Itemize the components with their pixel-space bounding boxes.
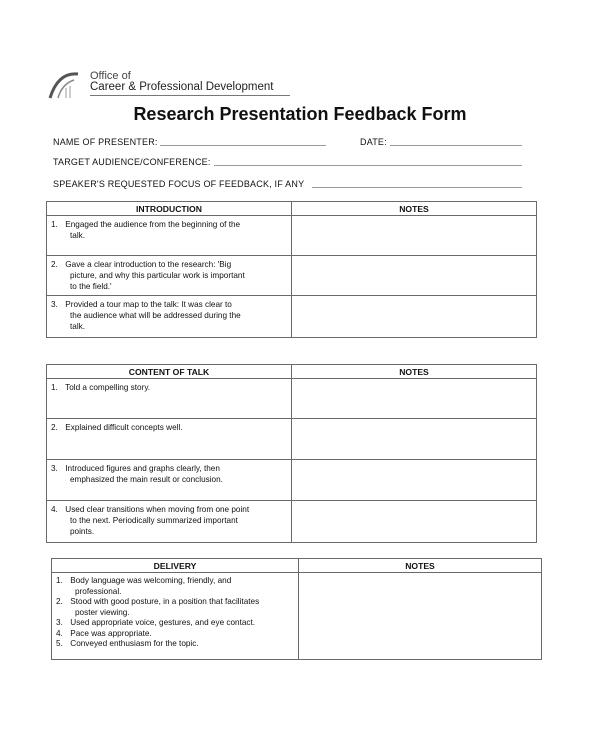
date-label: DATE: bbox=[360, 137, 387, 147]
logo-line-1: Office of bbox=[90, 70, 131, 82]
notes-cell[interactable] bbox=[292, 296, 537, 338]
date-input-line[interactable] bbox=[390, 145, 522, 146]
table-row bbox=[47, 296, 537, 338]
criterion-cell: 3. Introduced figures and graphs clearly, then emphasized the main result or conclusion. bbox=[47, 460, 292, 501]
criterion-cell: 2. Gave a clear introduction to the research: 'Big picture, and why this particular work is important to the field.' bbox=[47, 256, 292, 296]
list-item: 4. Pace was appropriate. bbox=[56, 628, 152, 638]
focus-input-line[interactable] bbox=[312, 187, 522, 188]
office-logo bbox=[48, 68, 308, 102]
table-row bbox=[47, 419, 537, 460]
presenter-input-line[interactable] bbox=[160, 145, 326, 146]
list-item: 5. Conveyed enthusiasm for the topic. bbox=[56, 639, 199, 648]
table-row bbox=[47, 501, 537, 543]
table-row bbox=[47, 379, 537, 419]
list-item: 2. Stood with good posture, in a position that facilitates poster viewing. bbox=[56, 597, 260, 617]
list-item: 1. Body language was welcoming, friendly, and professional. bbox=[56, 576, 232, 596]
introduction-table bbox=[46, 201, 537, 338]
notes-cell[interactable] bbox=[299, 573, 542, 660]
page-title: Research Presentation Feedback Form bbox=[133, 104, 467, 124]
notes-cell[interactable] bbox=[292, 216, 537, 256]
arch-logo-icon bbox=[48, 68, 88, 100]
notes-cell[interactable] bbox=[292, 256, 537, 296]
delivery-table bbox=[51, 558, 542, 660]
audience-label: TARGET AUDIENCE/CONFERENCE: bbox=[53, 157, 211, 167]
table-row bbox=[52, 573, 542, 660]
criterion-cell: 1. Told a compelling story. bbox=[47, 379, 292, 419]
criterion-cell: 3. Provided a tour map to the talk: It was clear to the audience what will be addressed during the talk. bbox=[47, 296, 292, 338]
table-row bbox=[47, 216, 537, 256]
criterion-cell: 4. Used clear transitions when moving from one point to the next. Periodically summarized important points. bbox=[47, 501, 292, 543]
table-row bbox=[47, 460, 537, 501]
presenter-label: NAME OF PRESENTER: bbox=[53, 137, 158, 147]
logo-rule bbox=[90, 95, 290, 96]
content-header: CONTENT OF TALK bbox=[47, 365, 292, 379]
notes-header: NOTES bbox=[299, 559, 542, 573]
introduction-header: INTRODUCTION bbox=[47, 202, 292, 216]
criterion-cell bbox=[52, 573, 299, 660]
notes-cell[interactable] bbox=[292, 501, 537, 543]
notes-cell[interactable] bbox=[292, 419, 537, 460]
logo-line-2: Career & Professional Development bbox=[90, 81, 274, 93]
list-item: 3. Used appropriate voice, gestures, and eye contact. bbox=[56, 618, 256, 627]
notes-cell[interactable] bbox=[292, 460, 537, 501]
delivery-header: DELIVERY bbox=[52, 559, 299, 573]
focus-label: SPEAKER'S REQUESTED FOCUS OF FEEDBACK, IF ANY bbox=[53, 179, 305, 189]
criterion-cell: 2. Explained difficult concepts well. bbox=[47, 419, 292, 460]
notes-header: NOTES bbox=[292, 202, 537, 216]
content-table bbox=[46, 364, 537, 543]
notes-header: NOTES bbox=[292, 365, 537, 379]
audience-input-line[interactable] bbox=[214, 165, 522, 166]
notes-cell[interactable] bbox=[292, 379, 537, 419]
table-row bbox=[47, 256, 537, 296]
criterion-cell: 1. Engaged the audience from the beginning of the talk. bbox=[47, 216, 292, 256]
